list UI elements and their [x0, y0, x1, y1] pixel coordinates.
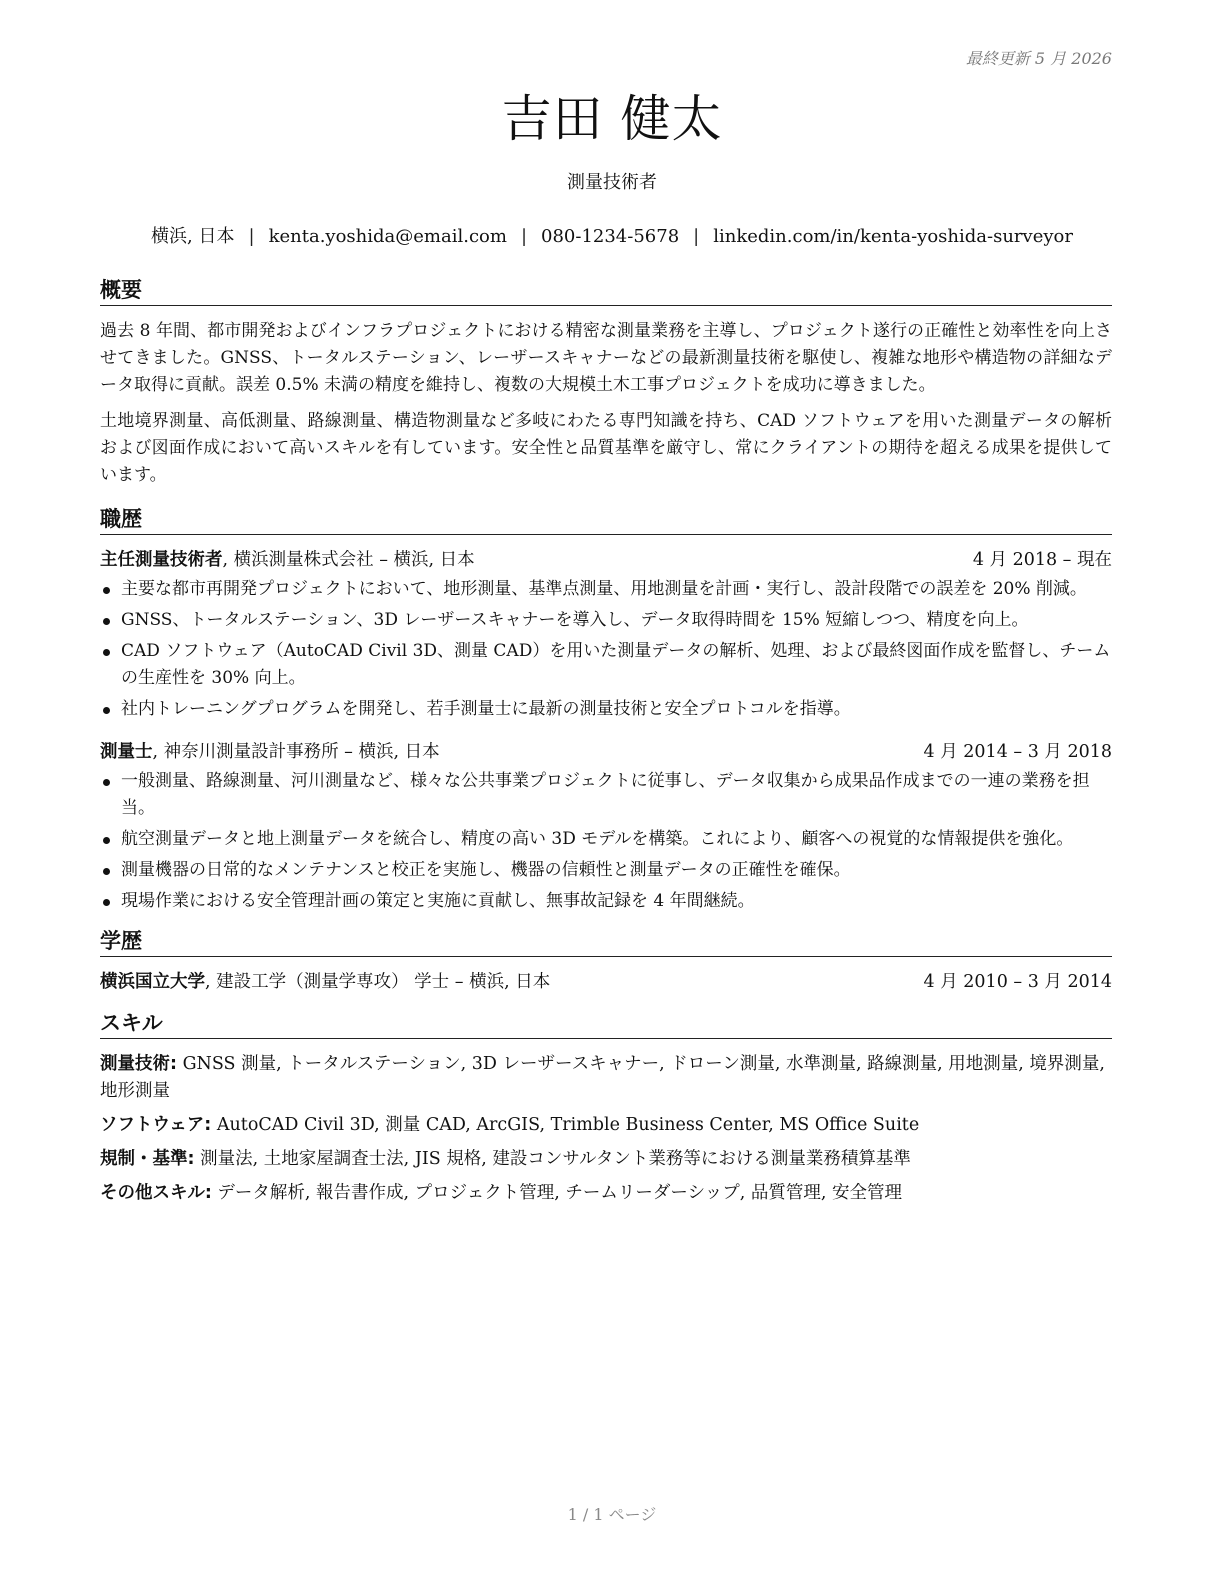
job-role-org: [100, 739, 440, 765]
bullet-icon: [103, 649, 110, 656]
education-degree: , 建設工学（測量学専攻） 学士 – 横浜, 日本: [205, 972, 551, 992]
skill-value: AutoCAD Civil 3D, 測量 CAD, ArcGIS, Trimble Business Center, MS Office Suite: [211, 1115, 920, 1135]
job-dates: 4 月 2014 – 3 月 2018: [923, 742, 1112, 762]
job-entry: [100, 739, 1112, 915]
summary-paragraph: 過去 8 年間、都市開発およびインフラプロジェクトにおける精密な測量業務を主導し、プロジェクト遂行の正確性と効率性を向上させてきました。GNSS、トータルステーション、レーザースキャナーなどの最新測量技術を駆使し、複雑な地形や構造物の詳細なデータ取得に貢献。誤差 0.5% 未満の精度を維持し、複数の大規模土木工事プロジェクトを成功に導きました。: [100, 321, 1112, 395]
skill-value: データ解析, 報告書作成, プロジェクト管理, チームリーダーシップ, 品質管理, 安全管理: [211, 1183, 902, 1203]
list-item: [100, 888, 1112, 915]
bullet-text: 社内トレーニングプログラムを開発し、若手測量士に最新の測量技術と安全プロトコルを指導。: [121, 699, 851, 719]
skill-value: GNSS 測量, トータルステーション, 3D レーザースキャナー, ドローン測量, 水準測量, 路線測量, 用地測量, 境界測量, 地形測量: [100, 1054, 1105, 1101]
contact-phone[interactable]: 080-1234-5678: [541, 226, 680, 247]
list-item: [100, 638, 1112, 692]
job-role: 主任測量技術者: [100, 550, 223, 570]
bullet-text: CAD ソフトウェア（AutoCAD Civil 3D、測量 CAD）を用いた測量データの解析、処理、および最終図面作成を監督し、チームの生産性を 30% 向上。: [121, 641, 1111, 688]
job-header: [100, 547, 1112, 573]
contact-line: [0, 225, 1224, 249]
skill-value: 測量法, 土地家屋調査士法, JIS 規格, 建設コンサルタント業務等における測量業務積算基準: [194, 1149, 911, 1169]
bullet-icon: [103, 868, 110, 875]
bullet-text: 主要な都市再開発プロジェクトにおいて、地形測量、基準点測量、用地測量を計画・実行し、設計段階での誤差を 20% 削減。: [121, 579, 1087, 599]
section-heading-skills: スキル: [100, 1009, 1112, 1039]
skill-line: [100, 1051, 1112, 1105]
job-org: , 神奈川測量設計事務所 – 横浜, 日本: [152, 742, 440, 762]
list-item: [100, 696, 1112, 723]
bullet-text: GNSS、トータルステーション、3D レーザースキャナーを導入し、データ取得時間を 15% 短縮しつつ、精度を向上。: [121, 610, 1029, 630]
skill-label: ソフトウェア:: [100, 1115, 212, 1135]
experience-section: [100, 505, 1112, 915]
skills-section: [100, 1009, 1112, 1207]
job-bullets: [100, 576, 1112, 723]
candidate-name: 吉田 健太: [501, 90, 723, 148]
contact-separator: |: [520, 226, 528, 247]
section-heading-experience: 職歴: [100, 505, 1112, 535]
summary-paragraph: 土地境界測量、高低測量、路線測量、構造物測量など多岐にわたる専門知識を持ち、CAD ソフトウェアを用いた測量データの解析および図面作成において高いスキルを有しています。安全性と品質基準を厳守し、常にクライアントの期待を超える成果を提供しています。: [100, 411, 1112, 485]
bullet-icon: [103, 618, 110, 625]
job-org: , 横浜測量株式会社 – 横浜, 日本: [222, 550, 475, 570]
skill-label: 規制・基準:: [100, 1149, 195, 1169]
last-updated: 最終更新 5 月 2026: [965, 49, 1112, 68]
education-school: 横浜国立大学: [100, 972, 205, 992]
summary-section: [100, 276, 1112, 489]
education-dates: 4 月 2010 – 3 月 2014: [923, 972, 1112, 992]
list-item: [100, 857, 1112, 884]
bullet-text: 測量機器の日常的なメンテナンスと校正を実施し、機器の信頼性と測量データの正確性を確保。: [121, 860, 851, 880]
job-header: [100, 739, 1112, 765]
list-item: [100, 826, 1112, 853]
skill-line: [100, 1146, 1112, 1173]
job-role-org: [100, 547, 475, 573]
bullet-text: 一般測量、路線測量、河川測量など、様々な公共事業プロジェクトに従事し、データ収集から成果品作成までの一連の業務を担当。: [121, 771, 1090, 818]
skill-label: その他スキル:: [100, 1183, 212, 1203]
bullet-text: 現場作業における安全管理計画の策定と実施に貢献し、無事故記録を 4 年間継続。: [121, 891, 755, 911]
job-role: 測量士: [100, 742, 153, 762]
list-item: [100, 576, 1112, 603]
education-entry: [100, 969, 1112, 995]
skill-line: [100, 1112, 1112, 1139]
list-item: [100, 768, 1112, 822]
job-title: 測量技術者: [567, 172, 657, 193]
bullet-icon: [103, 587, 110, 594]
section-heading-education: 学歴: [100, 927, 1112, 957]
bullet-icon: [103, 899, 110, 906]
section-heading-summary: 概要: [100, 276, 1112, 306]
education-section: [100, 927, 1112, 995]
education-school-degree: [100, 969, 550, 995]
job-bullets: [100, 768, 1112, 915]
job-dates: 4 月 2018 – 現在: [972, 550, 1112, 570]
contact-email[interactable]: kenta.yoshida@email.com: [268, 226, 507, 247]
list-item: [100, 607, 1112, 634]
bullet-text: 航空測量データと地上測量データを統合し、精度の高い 3D モデルを構築。これにより、顧客への視覚的な情報提供を強化。: [121, 829, 1074, 849]
skill-label: 測量技術:: [100, 1054, 177, 1074]
contact-linkedin[interactable]: linkedin.com/in/kenta-yoshida-surveyor: [713, 226, 1073, 247]
contact-separator: |: [248, 226, 255, 247]
bullet-icon: [103, 707, 110, 714]
contact-location: 横浜, 日本: [151, 226, 235, 247]
job-entry: [100, 547, 1112, 723]
contact-separator: |: [693, 226, 700, 247]
resume-body: [100, 276, 1112, 1214]
page-number: 1 / 1 ページ: [567, 1505, 657, 1524]
skill-line: [100, 1180, 1112, 1207]
bullet-icon: [103, 779, 110, 786]
bullet-icon: [103, 837, 110, 844]
